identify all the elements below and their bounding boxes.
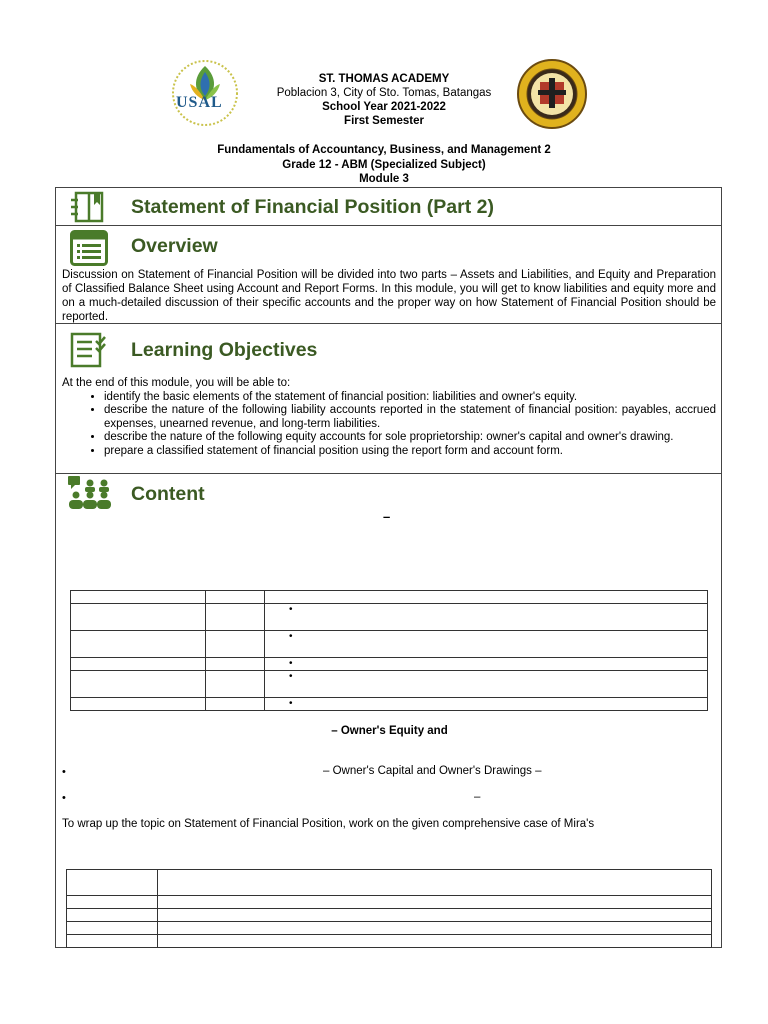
school-address: Poblacion 3, City of Sto. Tomas, Batangas: [276, 87, 492, 99]
table-cell: [71, 698, 206, 711]
table-row: [67, 922, 712, 935]
book-icon: [70, 191, 108, 228]
table-cell: [67, 896, 158, 909]
checklist-icon: [70, 332, 108, 373]
st-thomas-seal-icon: [516, 58, 588, 130]
table-cell: [265, 658, 708, 671]
table-cell: [71, 658, 206, 671]
dash-line: –: [474, 791, 481, 803]
bullet-icon: •: [289, 604, 293, 615]
course-title: Fundamentals of Accountancy, Business, and Management 2: [217, 144, 551, 156]
school-year: School Year 2021-2022: [322, 101, 446, 113]
semester: First Semester: [344, 115, 424, 127]
course-module: Module 3: [359, 173, 409, 185]
table-cell: [158, 922, 712, 935]
table-cell: [67, 922, 158, 935]
list-document-icon: [70, 230, 108, 271]
module-frame: [55, 187, 722, 948]
objective-item: • identify the basic elements of the statement of financial position: liabilities and owner's equity.: [104, 391, 716, 405]
overview-text: Discussion on Statement of Financial Position will be divided into two parts – Assets and Liabilities, and Equity and Preparation of Classified Balance Sheet using Account and Report Forms. In this module, you will get to know liabilities and equity more and on a much-detailed discussion of their specific accounts and the proper way on how Statement of Financial Position should be reported.: [62, 269, 716, 323]
bullet-icon: •: [289, 631, 293, 642]
table-cell: [206, 591, 265, 604]
table-row: [67, 896, 712, 909]
usal-logo-text: USAL: [176, 94, 223, 111]
table-row: [71, 591, 708, 604]
table-row: [71, 698, 708, 711]
bullet-icon: •: [289, 698, 293, 709]
school-info: [250, 72, 518, 128]
table-cell: [67, 870, 158, 896]
content-dash: –: [383, 509, 391, 524]
table-cell: [265, 698, 708, 711]
table-row: [71, 631, 708, 658]
divider: [56, 225, 721, 226]
table-cell: [265, 591, 708, 604]
objectives-block: [62, 377, 716, 458]
table-cell: [206, 698, 265, 711]
liabilities-table: [70, 590, 708, 711]
divider: [56, 473, 721, 474]
objectives-list: [62, 391, 716, 459]
case-table: [66, 869, 712, 948]
objectives-title: Learning Objectives: [131, 339, 318, 361]
course-info: [0, 143, 768, 187]
objectives-intro: At the end of this module, you will be able to:: [62, 377, 291, 389]
wrap-up-text: To wrap up the topic on Statement of Financial Position, work on the given comprehensive case of Mira's: [62, 818, 595, 830]
table-cell: [158, 909, 712, 922]
usal-logo: [162, 58, 248, 128]
table-cell: [71, 631, 206, 658]
divider: [56, 323, 721, 324]
table-row: [67, 870, 712, 896]
table-cell: [71, 604, 206, 631]
table-row: [67, 909, 712, 922]
table-cell: [265, 631, 708, 658]
bullet-icon: •: [62, 766, 66, 778]
bullet-icon: •: [289, 658, 293, 669]
document-header: [0, 58, 768, 138]
bullet-icon: •: [289, 671, 293, 682]
school-name: ST. THOMAS ACADEMY: [318, 73, 450, 85]
table-cell: [71, 671, 206, 698]
objective-item: • describe the nature of the following liability accounts reported in the statement of financial position: payables, accrued expenses, unearned revenue, and long-term liabilities.: [104, 404, 716, 431]
lesson-title: Statement of Financial Position (Part 2): [131, 196, 494, 218]
course-grade: Grade 12 - ABM (Specialized Subject): [282, 158, 486, 171]
bullet-icon: •: [62, 792, 66, 804]
capital-line: – Owner's Capital and Owner's Drawings –: [323, 765, 542, 777]
overview-title: Overview: [131, 235, 218, 257]
table-cell: [206, 658, 265, 671]
table-row: [67, 935, 712, 948]
table-cell: [67, 935, 158, 948]
table-cell: [158, 935, 712, 948]
table-row: [71, 658, 708, 671]
table-row: [71, 671, 708, 698]
objective-item: • describe the nature of the following equity accounts for sole proprietorship: owner's capital and owner's drawing.: [104, 431, 716, 445]
table-cell: [158, 896, 712, 909]
table-cell: [206, 671, 265, 698]
group-people-icon: [66, 475, 114, 518]
table-cell: [158, 870, 712, 896]
owner-equity-heading: – Owner's Equity and: [331, 725, 448, 737]
table-cell: [265, 671, 708, 698]
table-cell: [206, 631, 265, 658]
table-cell: [67, 909, 158, 922]
objective-item: • prepare a classified statement of financial position using the report form and account form.: [104, 445, 716, 459]
content-title: Content: [131, 483, 205, 505]
table-cell: [265, 604, 708, 631]
table-row: [71, 604, 708, 631]
table-cell: [206, 604, 265, 631]
table-cell: [71, 591, 206, 604]
